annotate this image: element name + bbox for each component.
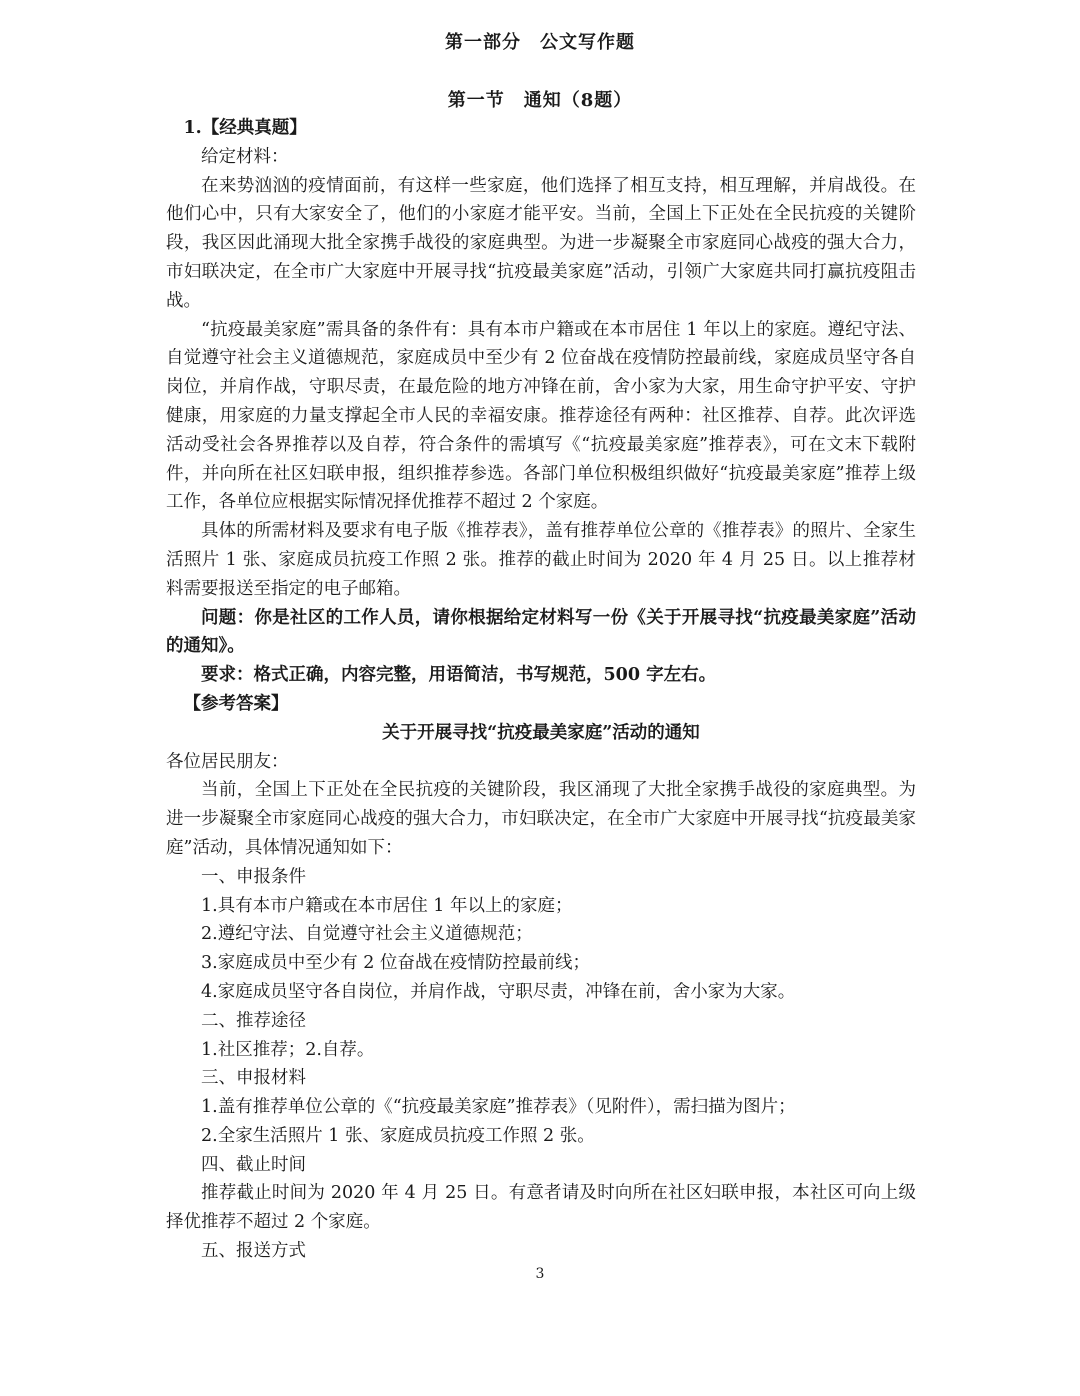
section-heading: 四、截止时间: [201, 1154, 306, 1175]
question-text: 问题：你是社区的工作人员，请你根据给定材料写一份《关于开展寻找“抗疫最美家庭”活动的通知》。: [166, 607, 916, 657]
section-heading: 三、申报材料: [201, 1068, 306, 1089]
list-item: 3.家庭成员中至少有 2 位奋战在疫情防控最前线；: [201, 953, 590, 974]
part-title: 第一部分 公文写作题: [445, 32, 635, 53]
section-heading: 一、申报条件: [201, 866, 306, 887]
list-item: 4.家庭成员坚守各自岗位，并肩作战，守职尽责，冲锋在前，舍小家为大家。: [201, 981, 796, 1002]
section-heading: 二、推荐途径: [201, 1010, 306, 1031]
material-label: 给定材料：: [201, 146, 289, 167]
list-item: 1.社区推荐；2.自荐。: [201, 1039, 375, 1060]
page-number: 3: [535, 1266, 545, 1282]
answer-salutation: 各位居民朋友：: [166, 751, 289, 772]
section-heading: 五、报送方式: [201, 1241, 306, 1262]
list-item: 2.遵纪守法、自觉遵守社会主义道德规范；: [201, 924, 533, 945]
answer-title: 关于开展寻找“抗疫最美家庭”活动的通知: [382, 722, 700, 743]
document-body: [166, 114, 916, 1266]
material-paragraph: 具体的所需材料及要求有电子版《推荐表》，盖有推荐单位公章的《推荐表》的照片、全家生活照片 1 张、家庭成员抗疫工作照 2 张。推荐的截止时间为 2020 年 4 月 25 日。以上推荐材料需要报送至指定的电子邮箱。: [166, 521, 916, 599]
answer-label: 【参考答案】: [183, 693, 289, 714]
question-label: 1.【经典真题】: [183, 118, 307, 138]
deadline-text: 推荐截止时间为 2020 年 4 月 25 日。有意者请及时向所在社区妇联申报，本社区可向上级择优推荐不超过 2 个家庭。: [166, 1183, 916, 1233]
section-title: 第一节 通知（8题）: [447, 90, 633, 111]
requirement-text: 要求：格式正确，内容完整，用语简洁，书写规范，500 字左右。: [201, 665, 717, 686]
list-item: 1.盖有推荐单位公章的《“抗疫最美家庭”推荐表》（见附件），需扫描为图片；: [201, 1097, 796, 1118]
material-paragraph: 在来势汹汹的疫情面前，有这样一些家庭，他们选择了相互支持，相互理解，并肩战役。在他们心中，只有大家安全了，他们的小家庭才能平安。当前，全国上下正处在全民抗疫的关键阶段，我区因此涌现大批全家携手战役的家庭典型。为进一步凝聚全市家庭同心战疫的强大合力，市妇联决定，在全市广大家庭中开展寻找“抗疫最美家庭”活动，引领广大家庭共同打赢抗疫阻击战。: [166, 175, 916, 311]
list-item: 2.全家生活照片 1 张、家庭成员抗疫工作照 2 张。: [201, 1125, 595, 1146]
answer-intro: 当前，全国上下正处在全民抗疫的关键阶段，我区涌现了大批全家携手战役的家庭典型。为进一步凝聚全市家庭同心战疫的强大合力，市妇联决定，在全市广大家庭中开展寻找“抗疫最美家庭”活动，具体情况通知如下：: [166, 780, 916, 858]
list-item: 1.具有本市户籍或在本市居住 1 年以上的家庭；: [201, 895, 573, 916]
material-paragraph: “抗疫最美家庭”需具备的条件有：具有本市户籍或在本市居住 1 年以上的家庭。遵纪守法、自觉遵守社会主义道德规范，家庭成员中至少有 2 位奋战在疫情防控最前线，家庭成员坚守各自岗位，并肩作战，守职尽责，在最危险的地方冲锋在前，舍小家为大家，用生命守护平安、守护健康，用家庭的力量支撑起全市人民的幸福安康。推荐途径有两种：社区推荐、自荐。此次评选活动受社会各界推荐以及自荐，符合条件的需填写《“抗疫最美家庭”推荐表》，可在文末下载附件，并向所在社区妇联申报，组织推荐参选。各部门单位积极组织做好“抗疫最美家庭”推荐上级工作，各单位应根据实际情况择优推荐不超过 2 个家庭。: [166, 319, 916, 513]
